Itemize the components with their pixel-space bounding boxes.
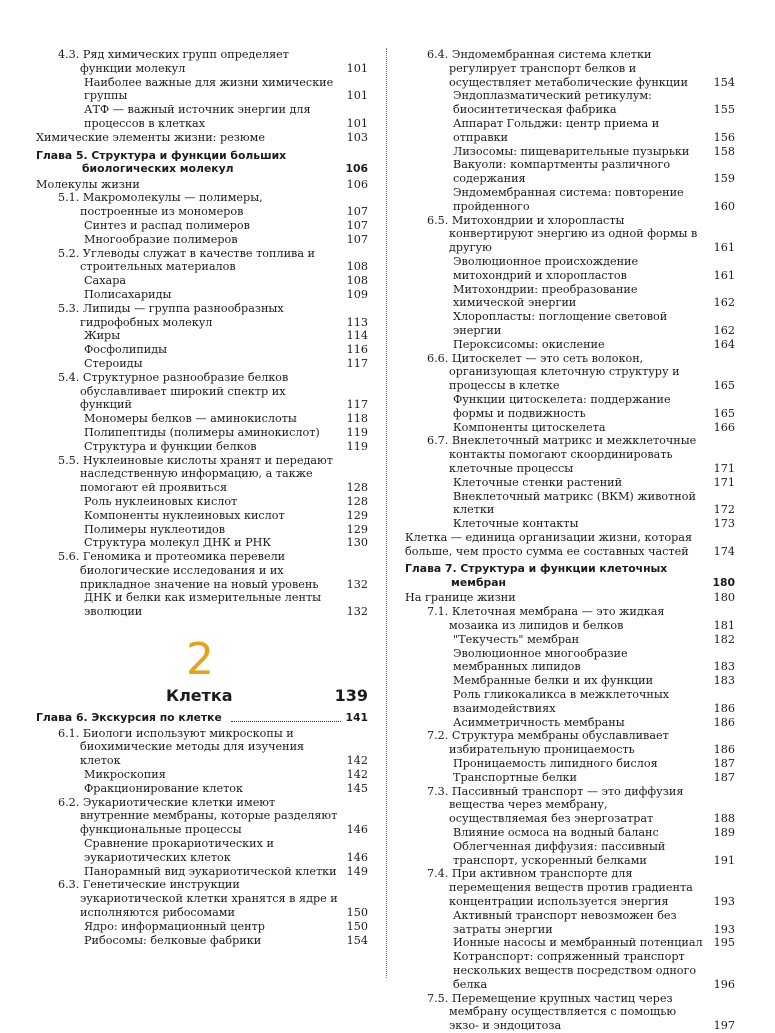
- part-page-number: 139: [334, 686, 368, 706]
- entry-title: 5.1. Макромолекулы — полимеры, построенные из мономеров: [58, 191, 263, 219]
- subsection-entry: [405, 186, 735, 214]
- entry-title: Роль гликокаликса в межклеточных взаимодействиях: [453, 688, 670, 715]
- section-entry: [405, 785, 735, 826]
- page-number: 183: [713, 660, 735, 674]
- section-entry: [405, 352, 735, 393]
- page-number: 161: [713, 268, 735, 282]
- subsection-entry: [405, 490, 735, 518]
- entry-title: 5.3. Липиды — группа разнообразных гидрофобных молекул: [58, 301, 284, 329]
- page-number: 183: [713, 674, 735, 688]
- entry-title: Структура и функции белков: [84, 439, 257, 453]
- section-entry: [36, 48, 368, 76]
- entry-title: Митохондрии: преобразование химической энергии: [453, 282, 638, 310]
- subsection-entry: [36, 536, 368, 550]
- subsection-entry: [405, 310, 735, 338]
- page-number: 188: [713, 812, 735, 826]
- entry-title: Наиболее важные для жизни химические группы: [84, 75, 334, 103]
- entry-title: Роль нуклеиновых кислот: [84, 494, 238, 508]
- entry-title: 7.3. Пассивный транспорт — это диффузия вещества через мембрану, осуществляемая без энергозатрат: [427, 784, 684, 826]
- entry-title: "Текучесть" мембран: [453, 632, 580, 646]
- page-number: 119: [346, 439, 368, 453]
- entry-title: 7.2. Структура мембраны обуславливает избирательную проницаемость: [427, 729, 669, 757]
- page-number: 186: [713, 715, 735, 729]
- page-number: 162: [713, 296, 735, 310]
- entry-title: Вакуоли: компартменты различного содержания: [453, 158, 671, 186]
- section-entry: [36, 878, 368, 919]
- entry-title: Структура молекул ДНК и РНК: [84, 536, 272, 550]
- subsection-entry: [36, 76, 368, 104]
- page-number: 196: [713, 977, 735, 991]
- subsection-entry: [36, 288, 368, 302]
- entry-title: Котранспорт: сопряженный транспорт нескольких веществ посредством одного белка: [453, 950, 697, 991]
- page-number: 149: [346, 864, 368, 878]
- section-entry: [405, 48, 735, 89]
- section-entry: [405, 992, 735, 1033]
- subsection-entry: [405, 936, 735, 950]
- entry-title: Эволюционное многообразие мембранных липидов: [453, 646, 628, 674]
- page-number: 146: [346, 823, 368, 837]
- entry-title: 7.4. При активном транспорте для перемещения веществ против градиента концентрации используется энергия: [427, 867, 693, 909]
- page-number: 189: [713, 826, 735, 840]
- entry-title: 6.7. Внеклеточный матрикс и межклеточные контакты помогают скоординировать клеточные процессы: [427, 434, 697, 475]
- entry-title: Облегченная диффузия: пассивный транспорт, ускоренный белками: [453, 839, 666, 867]
- subsection-entry: [36, 509, 368, 523]
- page-number: 195: [713, 936, 735, 950]
- subsection-entry: [36, 920, 368, 934]
- chapter-title: Глава 6. Экскурсия по клетке: [36, 711, 222, 725]
- subsection-entry: [405, 255, 735, 283]
- page-number: 160: [713, 199, 735, 213]
- part-title: Клетка: [166, 686, 233, 706]
- entry-title: 5.4. Структурное разнообразие белков обуславливает широкий спектр их функций: [58, 370, 289, 412]
- entry-title: 5.5. Нуклеиновые кислоты хранят и передают наследственную информацию, а также помогают ей проявиться: [58, 453, 333, 495]
- page-number: 174: [713, 544, 735, 558]
- entry-title: 5.2. Углеводы служат в качестве топлива и строительных материалов: [58, 246, 316, 274]
- section-entry: [36, 247, 368, 275]
- entry-title: Стероиды: [84, 356, 143, 370]
- page-number: 128: [346, 481, 368, 495]
- entry-title: Мономеры белков — аминокислоты: [84, 412, 297, 426]
- column-divider: [386, 48, 387, 978]
- entry-title: 6.5. Митохондрии и хлоропласты конвертируют энергию из одной формы в другую: [427, 213, 698, 255]
- page-number: 186: [713, 743, 735, 757]
- page-number: 146: [346, 850, 368, 864]
- entry-title: Фосфолипиды: [84, 343, 168, 357]
- toc-entry: [405, 531, 735, 559]
- page-number: 129: [346, 522, 368, 536]
- page-number: 101: [346, 116, 368, 130]
- subsection-entry: [36, 103, 368, 131]
- entry-title: Ядро: информационный центр: [84, 919, 265, 933]
- chapter-heading: [405, 562, 735, 589]
- page-number: 180: [712, 575, 735, 589]
- subsection-entry: [405, 757, 735, 771]
- page-number: 193: [713, 922, 735, 936]
- entry-title: Компоненты цитоскелета: [453, 420, 606, 434]
- chapter-heading: [36, 711, 368, 725]
- subsection-entry: [405, 647, 735, 675]
- toc-entry: [36, 131, 368, 145]
- page-number: 113: [346, 315, 368, 329]
- entry-title: Функции цитоскелета: поддержание формы и подвижность: [453, 392, 671, 420]
- page-number: 109: [346, 287, 368, 301]
- subsection-entry: [36, 274, 368, 288]
- entry-title: Клеточные контакты: [453, 517, 579, 531]
- entry-title: Транспортные белки: [453, 770, 578, 784]
- page-number: 119: [346, 425, 368, 439]
- subsection-entry: [36, 440, 368, 454]
- subsection-entry: [405, 283, 735, 311]
- dot-leader: [231, 721, 341, 722]
- page-number: 106: [346, 177, 368, 191]
- entry-title: Хлоропласты: поглощение световой энергии: [453, 310, 668, 337]
- subsection-entry: [36, 591, 368, 619]
- toc-entry: [36, 178, 368, 192]
- page-number: 128: [346, 494, 368, 508]
- part-heading: [36, 634, 368, 707]
- entry-title: 7.1. Клеточная мембрана — это жидкая мозаика из липидов и белков: [427, 605, 665, 633]
- page-number: 173: [713, 517, 735, 531]
- page-number: 165: [713, 406, 735, 420]
- entry-title: Молекулы жизни: [36, 177, 140, 191]
- entry-title: Лизосомы: пищеварительные пузырьки: [453, 144, 690, 158]
- subsection-entry: [405, 633, 735, 647]
- subsection-entry: [405, 826, 735, 840]
- page-number: 107: [346, 232, 368, 246]
- page-number: 158: [713, 144, 735, 158]
- entry-title: Эволюционное происхождение митохондрий и хлоропластов: [453, 254, 639, 282]
- toc-left-column: [36, 48, 368, 947]
- subsection-entry: [405, 476, 735, 490]
- entry-title: Полипептиды (полимеры аминокислот): [84, 425, 320, 439]
- subsection-entry: [36, 523, 368, 537]
- page-number: 108: [346, 260, 368, 274]
- section-entry: [405, 867, 735, 908]
- entry-title: Жиры: [84, 329, 121, 343]
- page-number: 117: [346, 398, 368, 412]
- page-number: 155: [713, 103, 735, 117]
- section-entry: [405, 605, 735, 633]
- page-number: 159: [713, 172, 735, 186]
- entry-title: АТФ — важный источник энергии для процессов в клетках: [84, 103, 311, 130]
- entry-title: Мембранные белки и их функции: [453, 674, 654, 688]
- entry-title: 6.6. Цитоскелет — это сеть волокон, организующая клеточную структуру и процессы в клетке: [427, 351, 680, 393]
- subsection-entry: [405, 950, 735, 991]
- page-number: 150: [346, 919, 368, 933]
- entry-title: Аппарат Гольджи: центр приема и отправки: [453, 116, 660, 144]
- page-number: 142: [346, 754, 368, 768]
- section-entry: [36, 302, 368, 330]
- entry-title: Рибосомы: белковые фабрики: [84, 933, 262, 947]
- section-entry: [36, 550, 368, 591]
- page-number: 141: [345, 711, 368, 725]
- subsection-entry: [405, 771, 735, 785]
- page-number: 130: [346, 536, 368, 550]
- page-number: 142: [346, 767, 368, 781]
- page-number: 161: [713, 241, 735, 255]
- entry-title: Микроскопия: [84, 767, 166, 781]
- entry-title: Многообразие полимеров: [84, 232, 238, 246]
- subsection-entry: [405, 716, 735, 730]
- section-entry: [36, 371, 368, 412]
- section-entry: [405, 214, 735, 255]
- page-number: 180: [713, 591, 735, 605]
- subsection-entry: [405, 89, 735, 117]
- page-number: 154: [346, 933, 368, 947]
- subsection-entry: [405, 840, 735, 868]
- page-number: 182: [713, 632, 735, 646]
- subsection-entry: [36, 782, 368, 796]
- toc-right-column: [405, 48, 735, 1033]
- section-entry: [36, 796, 368, 837]
- page-number: 108: [346, 274, 368, 288]
- subsection-entry: [36, 219, 368, 233]
- subsection-entry: [36, 412, 368, 426]
- subsection-entry: [36, 768, 368, 782]
- subsection-entry: [36, 329, 368, 343]
- entry-title: Асимметричность мембраны: [453, 715, 625, 729]
- subsection-entry: [405, 517, 735, 531]
- entry-title: Ионные насосы и мембранный потенциал: [453, 936, 703, 950]
- entry-title: Эндомембранная система: повторение пройденного: [453, 185, 684, 213]
- section-entry: [405, 729, 735, 757]
- entry-title: Синтез и распад полимеров: [84, 218, 250, 232]
- subsection-entry: [36, 343, 368, 357]
- page-number: 166: [713, 420, 735, 434]
- entry-title: 5.6. Геномика и протеомика перевели биологические исследования и их прикладное значение на новый уровень: [58, 550, 319, 591]
- section-entry: [36, 454, 368, 495]
- entry-title: Эндоплазматический ретикулум: биосинтетическая фабрика: [453, 89, 652, 117]
- section-entry: [405, 434, 735, 475]
- subsection-entry: [405, 145, 735, 159]
- entry-title: На границе жизни: [405, 591, 516, 605]
- page-number: 101: [346, 89, 368, 103]
- chapter-heading: [36, 149, 368, 176]
- page-number: 172: [713, 503, 735, 517]
- entry-title: 7.5. Перемещение крупных частиц через мембрану осуществляется с помощью экзо- и эндоцитоза: [427, 991, 677, 1033]
- page-number: 165: [713, 379, 735, 393]
- subsection-entry: [405, 393, 735, 421]
- entry-title: Фракционирование клеток: [84, 781, 244, 795]
- entry-title: 6.1. Биологи используют микроскопы и биохимические методы для изучения клеток: [58, 726, 305, 768]
- page-number: 186: [713, 701, 735, 715]
- subsection-entry: [405, 674, 735, 688]
- entry-title: Влияние осмоса на водный баланс: [453, 826, 659, 840]
- page-number: 116: [346, 343, 368, 357]
- entry-title: Проницаемость липидного бислоя: [453, 757, 658, 771]
- page-number: 103: [346, 130, 368, 144]
- entry-title: Сахара: [84, 274, 127, 288]
- subsection-entry: [405, 117, 735, 145]
- section-entry: [36, 191, 368, 219]
- section-entry: [36, 727, 368, 768]
- entry-title: Полимеры нуклеотидов: [84, 522, 226, 536]
- subsection-entry: [36, 495, 368, 509]
- page-number: 101: [346, 61, 368, 75]
- chapter-title: Глава 7. Структура и функции клеточных мембран: [405, 562, 668, 589]
- entry-title: Химические элементы жизни: резюме: [36, 130, 265, 144]
- page-number: 164: [713, 337, 735, 351]
- page-number: 132: [346, 577, 368, 591]
- page-number: 150: [346, 905, 368, 919]
- subsection-entry: [405, 421, 735, 435]
- entry-title: Пероксисомы: окисление: [453, 337, 605, 351]
- entry-title: Компоненты нуклеиновых кислот: [84, 508, 285, 522]
- page-number: 114: [346, 329, 368, 343]
- page-number: 154: [713, 75, 735, 89]
- page-number: 107: [346, 218, 368, 232]
- page-number: 193: [713, 895, 735, 909]
- chapter-title: Глава 5. Структура и функции больших биологических молекул: [36, 148, 287, 176]
- entry-title: Клеточные стенки растений: [453, 475, 623, 489]
- subsection-entry: [36, 233, 368, 247]
- entry-title: 6.3. Генетические инструкции эукариотической клетки хранятся в ядре и исполняются рибосомами: [58, 878, 338, 919]
- page-number: 191: [713, 853, 735, 867]
- part-number: 2: [186, 634, 214, 686]
- page-number: 118: [346, 412, 368, 426]
- subsection-entry: [36, 934, 368, 948]
- entry-title: Активный транспорт невозможен без затраты энергии: [453, 908, 677, 936]
- entry-title: Клетка — единица организации жизни, которая больше, чем просто сумма ее составных частей: [405, 530, 693, 558]
- toc-entry: [405, 591, 735, 605]
- subsection-entry: [405, 909, 735, 937]
- page-number: 171: [713, 475, 735, 489]
- subsection-entry: [36, 865, 368, 879]
- page-number: 107: [346, 205, 368, 219]
- page-number: 117: [346, 356, 368, 370]
- subsection-entry: [36, 357, 368, 371]
- entry-title: ДНК и белки как измерительные ленты эволюции: [84, 591, 322, 619]
- page-number: 145: [346, 781, 368, 795]
- page-number: 181: [713, 619, 735, 633]
- subsection-entry: [405, 688, 735, 716]
- entry-title: Панорамный вид эукариотической клетки: [84, 864, 337, 878]
- entry-title: 4.3. Ряд химических групп определяет функции молекул: [58, 48, 289, 75]
- subsection-entry: [405, 158, 735, 186]
- page-number: 162: [713, 323, 735, 337]
- page-number: 171: [713, 461, 735, 475]
- entry-title: Внеклеточный матрикс (ВКМ) животной клетки: [453, 489, 696, 517]
- subsection-entry: [405, 338, 735, 352]
- page-number: 187: [713, 770, 735, 784]
- page-number: 132: [346, 605, 368, 619]
- page-number: 106: [345, 162, 368, 176]
- page-number: 187: [713, 757, 735, 771]
- entry-title: 6.4. Эндомембранная система клетки регулирует транспорт белков и осуществляет метаболические функции: [427, 48, 688, 89]
- page-number: 156: [713, 130, 735, 144]
- entry-title: 6.2. Эукариотические клетки имеют внутренние мембраны, которые разделяют функциональные процессы: [58, 795, 338, 837]
- entry-title: Сравнение прокариотических и эукариотических клеток: [84, 836, 274, 864]
- page-number: 197: [713, 1019, 735, 1033]
- subsection-entry: [36, 837, 368, 865]
- page-number: 129: [346, 508, 368, 522]
- entry-title: Полисахариды: [84, 287, 172, 301]
- subsection-entry: [36, 426, 368, 440]
